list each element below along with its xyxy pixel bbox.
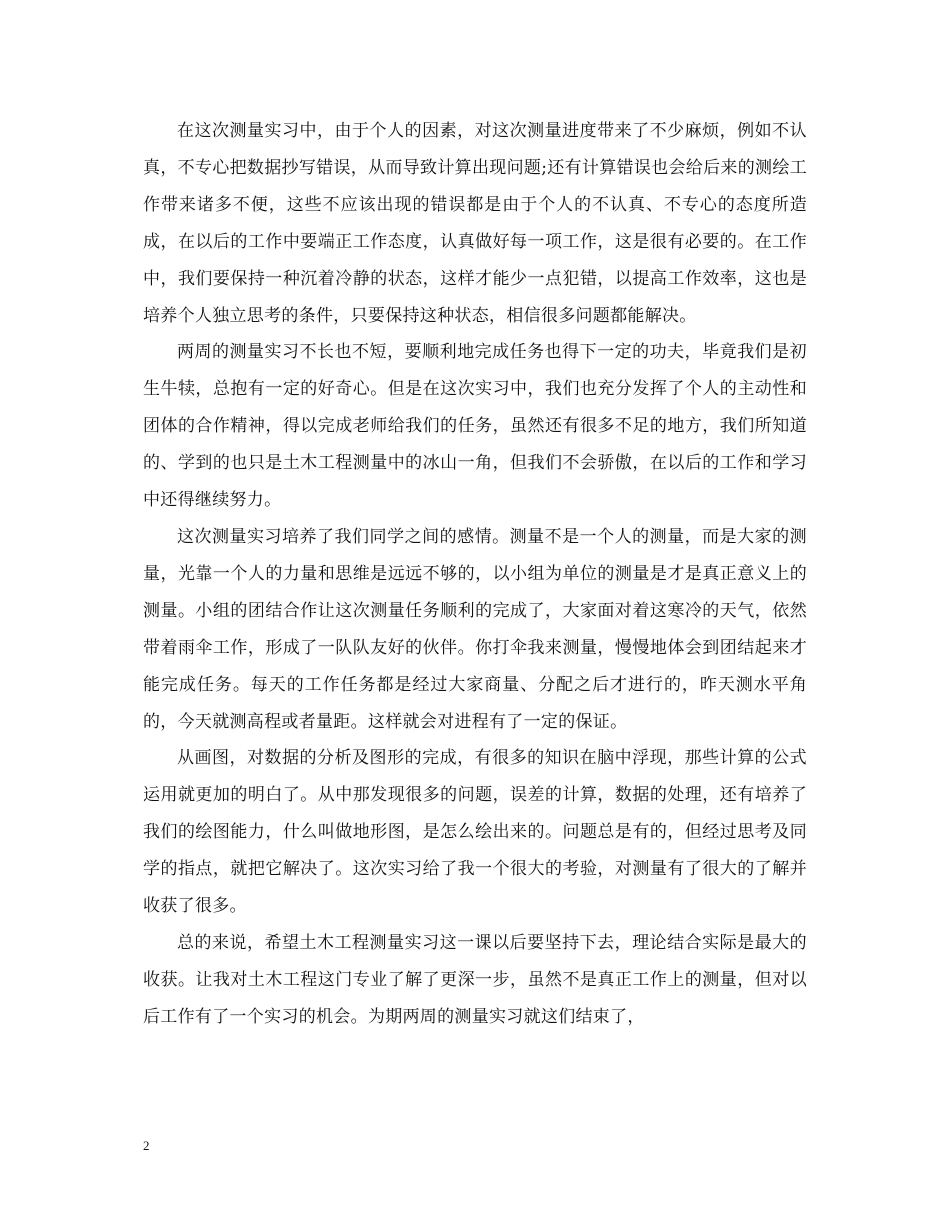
body-text bbox=[143, 113, 807, 1036]
paragraph-3: 这次测量实习培养了我们同学之间的感情。测量不是一个人的测量，而是大家的测量，光靠一个人的力量和思维是远远不够的，以小组为单位的测量是才是真正意义上的测量。小组的团结合作让这次测量任务顺利的完成了，大家面对着这寒冷的天气，依然带着雨伞工作，形成了一队队友好的伙伴。你打伞我来测量，慢慢地体会到团结起来才能完成任务。每天的工作任务都是经过大家商量、分配之后才进行的，昨天测水平角的，今天就测高程或者量距。这样就会对进程有了一定的保证。 bbox=[143, 526, 807, 732]
page-number: 2 bbox=[143, 1138, 150, 1153]
paragraph-4: 从画图，对数据的分析及图形的完成，有很多的知识在脑中浮现，那些计算的公式运用就更加的明白了。从中那发现很多的问题，误差的计算，数据的处理，还有培养了我们的绘图能力，什么叫做地形图，是怎么绘出来的。问题总是有的，但经过思考及同学的指点，就把它解决了。这次实习给了我一个很大的考验，对测量有了很大的了解并收获了很多。 bbox=[143, 748, 807, 917]
paragraph-2: 两周的测量实习不长也不短，要顺利地完成任务也得下一定的功夫，毕竟我们是初生牛犊，总抱有一定的好奇心。但是在这次实习中，我们也充分发挥了个人的主动性和团体的合作精神，得以完成老师给我们的任务，虽然还有很多不足的地方，我们所知道的、学到的也只是土木工程测量中的冰山一角，但我们不会骄傲，在以后的工作和学习中还得继续努力。 bbox=[143, 342, 807, 511]
paragraph-1: 在这次测量实习中，由于个人的因素，对这次测量进度带来了不少麻烦，例如不认真，不专心把数据抄写错误，从而导致计算出现问题;还有计算错误也会给后来的测绘工作带来诸多不便，这些不应该出现的错误都是由于个人的不认真、不专心的态度所造成，在以后的工作中要端正工作态度，认真做好每一项工作，这是很有必要的。在工作中，我们要保持一种沉着冷静的状态，这样才能少一点犯错，以提高工作效率，这也是培养个人独立思考的条件，只要保持这种状态，相信很多问题都能解决。 bbox=[143, 121, 807, 326]
paragraph-5: 总的来说，希望土木工程测量实习这一课以后要坚持下去，理论结合实际是最大的收获。让我对土木工程这门专业了解了更深一步，虽然不是真正工作上的测量，但对以后工作有了一个实习的机会。为期两周的测量实习就这们结束了， bbox=[143, 932, 807, 1027]
